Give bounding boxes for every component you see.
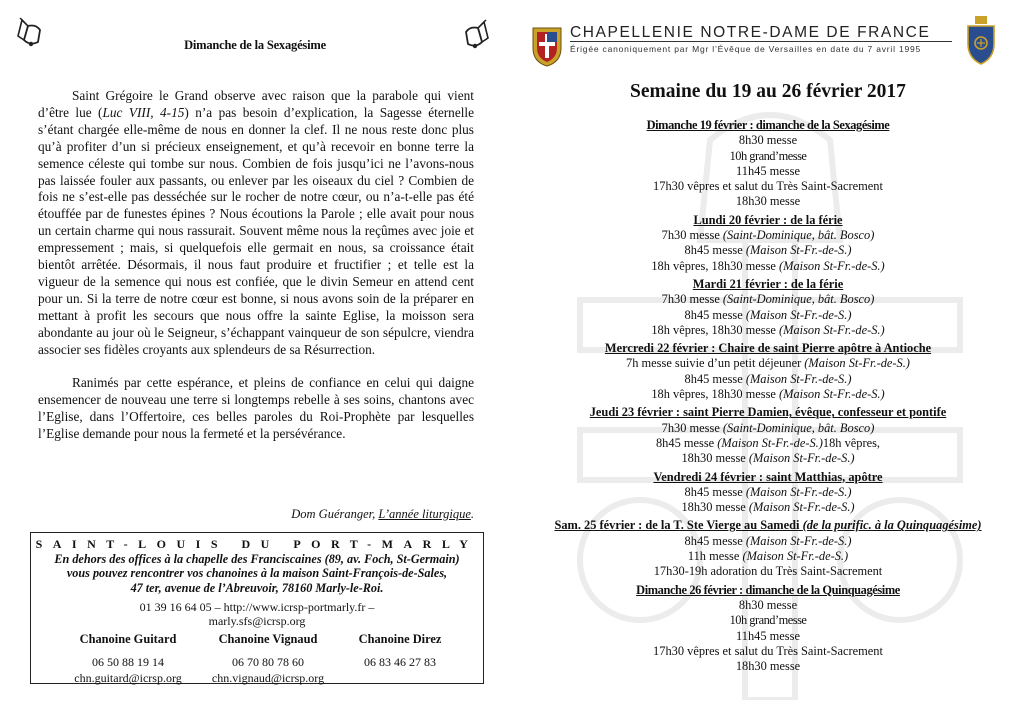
canon-phone: 06 70 80 78 60	[232, 655, 304, 669]
schedule-line	[525, 436, 1011, 451]
italic-segment: (Maison St-Fr.-de-S.)	[748, 500, 855, 515]
text-segment: 8h45 messe	[655, 435, 718, 450]
schedule-line	[525, 564, 1011, 579]
text-segment: 8h30 messe	[738, 133, 798, 148]
schedule-line	[525, 451, 1011, 466]
text-segment: Sam. 25 février : de la T. Ste Vierge au Samedi	[554, 518, 803, 533]
italic-segment: (de la purific. à la Quinquagésime)	[802, 518, 982, 533]
day-block	[525, 341, 1011, 402]
signature	[240, 507, 474, 522]
day-block	[525, 213, 1011, 274]
italic-segment: (Maison St-Fr.-de-S.)	[745, 243, 852, 258]
schedule-line	[525, 598, 1011, 613]
schedule-line	[525, 644, 1011, 659]
italic-segment: (Maison St-Fr.-de-S.)	[779, 387, 885, 402]
schedule-line	[525, 549, 1011, 564]
day-block	[525, 277, 1011, 338]
schedule-line	[525, 500, 1011, 515]
contact-box-address	[31, 552, 483, 595]
italic-segment: (Maison St-Fr.-de-S.)	[742, 549, 849, 564]
text-segment: 8h45 messe	[684, 307, 746, 322]
day-block	[525, 405, 1011, 466]
text-segment: 18h vêpres, 18h30 messe	[651, 258, 780, 273]
chaplaincy-subtitle: Érigée canoniquement par Mgr l’Évêque de Versailles en date du 7 avril 1995	[570, 44, 922, 54]
text-segment: 17h30-19h adoration du Très Saint-Sacrement	[653, 564, 883, 579]
text-segment: 8h30 messe	[738, 597, 798, 612]
text-segment: 8h45 messe	[684, 484, 746, 499]
canon-name: Chanoine Guitard	[79, 632, 177, 646]
text-segment: 18h vêpres,	[822, 435, 881, 450]
contact-email-line: marly.sfs@icrsp.org	[208, 614, 306, 629]
day-heading	[525, 277, 1011, 292]
italic-segment: (Maison St-Fr.-de-S.)	[748, 451, 855, 466]
week-title: Semaine du 19 au 26 février 2017	[630, 81, 906, 102]
text-segment: 10h grand’messe	[729, 148, 807, 163]
day-block	[525, 583, 1011, 675]
bells-ornament-left-icon	[14, 16, 48, 50]
day-heading	[525, 405, 1011, 420]
signature-work: L’année liturgique	[378, 507, 471, 521]
text-segment: 8h45 messe	[684, 243, 746, 258]
day-block	[525, 518, 1011, 579]
day-heading	[525, 583, 1011, 598]
schedule-line	[525, 259, 1011, 274]
schedule-line	[525, 421, 1011, 436]
text-segment: 7h messe suivie d’un petit déjeuner	[626, 356, 805, 371]
text-segment: Mercredi 22 février : Chaire de saint Pierre apôtre à Antioche	[604, 341, 932, 356]
schedule-line	[525, 133, 1011, 148]
italic-segment: (Maison St-Fr.-de-S.)	[717, 435, 823, 450]
day-heading	[525, 213, 1011, 228]
text-segment: Mardi 21 février : de la férie	[692, 276, 844, 291]
schedule-line	[525, 243, 1011, 258]
text-segment: 17h30 vêpres et salut du Très Saint-Sacrement	[653, 179, 883, 194]
schedule-line	[525, 179, 1011, 194]
text-segment: 11h45 messe	[736, 163, 800, 178]
chaplaincy-name: CHAPELLENIE NOTRE-DAME DE FRANCE	[570, 24, 931, 41]
canon-email: chn.guitard@icrsp.org	[74, 671, 182, 685]
schedule-line	[525, 292, 1011, 307]
text-segment: 18h30 messe	[735, 194, 801, 209]
schedule-line	[525, 387, 1011, 402]
contact-phone-line: 01 39 16 64 05 – http://www.icrsp-portmarly.fr –	[139, 600, 375, 614]
day-heading	[525, 470, 1011, 485]
crest-left-icon	[530, 24, 564, 68]
schedule-line	[525, 629, 1011, 644]
day-heading	[525, 118, 1011, 133]
canon-phone: 06 50 88 19 14	[92, 655, 164, 669]
contact-line: vous pouvez rencontrer vos chanoines à la maison Saint-François-de-Sales,	[66, 566, 448, 581]
homily-text	[38, 88, 474, 443]
schedule-line	[525, 194, 1011, 209]
text-segment: Dimanche 26 février : dimanche de la Quinquagésime	[636, 582, 900, 597]
text-segment: Ranimés par cette espérance, et pleins de confiance en celui qui daigne ensemencer de nouveau une terre si longtemps rebelle à ses soins, chantons avec l’Eglise, dans l’Offertoire, ces belles paroles du Roi-Prophète par lesquelles l’Eglise demande pour nous la fermeté et la persévérance.	[38, 375, 474, 442]
crest-right-icon	[964, 14, 998, 66]
brand-divider	[570, 41, 952, 42]
homily-paragraph	[38, 88, 474, 359]
schedule-line	[525, 356, 1011, 371]
canon-card	[325, 632, 475, 671]
text-segment: 18h vêpres, 18h30 messe	[651, 387, 780, 402]
canon-phone: 06 83 46 27 83	[364, 655, 436, 669]
contact-phone-web	[31, 600, 483, 629]
canon-card	[193, 632, 343, 686]
bells-ornament-right-icon	[458, 18, 492, 52]
text-segment: 18h30 messe	[681, 500, 749, 515]
text-segment: 7h30 messe	[661, 292, 723, 307]
page-title: Dimanche de la Sexagésime	[184, 38, 326, 52]
text-segment: 7h30 messe	[661, 420, 723, 435]
schedule-line	[525, 372, 1011, 387]
text-segment: ) n’a pas besoin d’explication, la Sagesse éternelle s’étant chargée elle-même de nous en donner la clef. Il ne nous reste donc plus qu’à profiter d’un si précieux enseignement, et qu’à recevoir en bonne terre la semence céleste qui tombe sur nous. Combien de fois jusqu’ici ne l’avons-nous pas laissée fouler aux passants, ou enlever par les oiseaux du ciel ? Combien de fois ne s’est-elle pas desséchée sur le rocher de notre cœur, ou n’a-t-elle pas été étouffée par de funestes épines ? Nous écoutions la Parole ; elle avait pour nous un certain charme qui nous rassurait. Souvent même nous la reçûmes avec joie et empressement ; mais, si quelquefois elle germait en nous, sa croissance était bientôt arrêtée. Désormais, il nous faut produire et fructifier ; et telle est la vigueur de la semence qui nous est confiée, que le divin Semeur en attend cent pour un. Si la terre de notre cœur est bonne, si nous avons soin de la préparer en mettant à profit les secours que nous offre la sainte Eglise, la moisson sera abondante au jour où le Seigneur, s’échappant vainqueur de son sépulcre, viendra associer ses fidèles croyants aux splendeurs de sa Résurrection.	[38, 104, 475, 357]
text-segment: Jeudi 23 février : saint Pierre Damien, évêque, confesseur et pontife	[589, 405, 947, 420]
weekly-schedule	[525, 118, 1011, 677]
canon-card	[53, 632, 203, 686]
signature-end: .	[470, 507, 474, 521]
text-segment: 11h45 messe	[736, 628, 800, 643]
italic-segment: (Saint-Dominique, bât. Bosco)	[722, 420, 875, 435]
text-segment: 18h30 messe	[735, 659, 801, 674]
schedule-line	[525, 149, 1011, 164]
schedule-line	[525, 534, 1011, 549]
text-segment: 8h45 messe	[684, 371, 746, 386]
italic-segment: (Maison St-Fr.-de-S.)	[804, 356, 910, 371]
day-block	[525, 118, 1011, 210]
italic-segment: (Maison St-Fr.-de-S.)	[779, 322, 885, 337]
italic-segment: Luc VIII, 4-15	[102, 104, 185, 120]
schedule-line	[525, 323, 1011, 338]
day-block	[525, 470, 1011, 516]
contact-line: En dehors des offices à la chapelle des Franciscaines (89, av. Foch, St-Germain)	[54, 552, 460, 566]
italic-segment: (Maison St-Fr.-de-S.)	[745, 371, 852, 386]
text-segment: Lundi 20 février : de la férie	[693, 212, 843, 227]
text-segment: 18h vêpres, 18h30 messe	[651, 322, 780, 337]
canon-name: Chanoine Direz	[358, 632, 442, 646]
schedule-line	[525, 228, 1011, 243]
italic-segment: (Maison St-Fr.-de-S.)	[745, 533, 852, 548]
day-heading	[525, 341, 1011, 356]
homily-paragraph	[38, 375, 474, 443]
text-segment: 8h45 messe	[684, 533, 746, 548]
schedule-line	[525, 485, 1011, 500]
text-segment: Dimanche 19 février : dimanche de la Sexagésime	[646, 118, 890, 132]
text-segment: 10h grand’messe	[729, 613, 807, 628]
text-segment: 11h messe	[687, 549, 743, 564]
text-segment: 7h30 messe	[661, 228, 723, 243]
contact-box	[30, 532, 484, 684]
canon-name: Chanoine Vignaud	[218, 632, 318, 646]
italic-segment: (Maison St-Fr.-de-S.)	[745, 484, 852, 499]
italic-segment: (Saint-Dominique, bât. Bosco)	[722, 292, 875, 307]
schedule-line	[525, 308, 1011, 323]
schedule-line	[525, 613, 1011, 628]
text-segment: 18h30 messe	[681, 451, 749, 466]
text-segment: 17h30 vêpres et salut du Très Saint-Sacrement	[653, 643, 883, 658]
contact-box-title: SAINT-LOUIS DU PORT-MARLY	[35, 537, 479, 551]
canon-email: chn.vignaud@icrsp.org	[211, 671, 325, 685]
contact-line: 47 ter, avenue de l’Abreuvoir, 78160 Marly-le-Roi.	[130, 580, 384, 595]
day-heading	[525, 518, 1011, 533]
italic-segment: (Maison St-Fr.-de-S.)	[779, 258, 885, 273]
italic-segment: (Maison St-Fr.-de-S.)	[745, 307, 852, 322]
schedule-line	[525, 164, 1011, 179]
text-segment: Saint Grégoire le Grand observe avec raison que la parabole qui vient d’être lue (	[38, 88, 474, 120]
text-segment: Vendredi 24 février : saint Matthias, apôtre	[653, 469, 883, 484]
italic-segment: (Saint-Dominique, bât. Bosco)	[722, 228, 875, 243]
schedule-line	[525, 659, 1011, 674]
signature-author: Dom Guéranger,	[291, 507, 379, 521]
